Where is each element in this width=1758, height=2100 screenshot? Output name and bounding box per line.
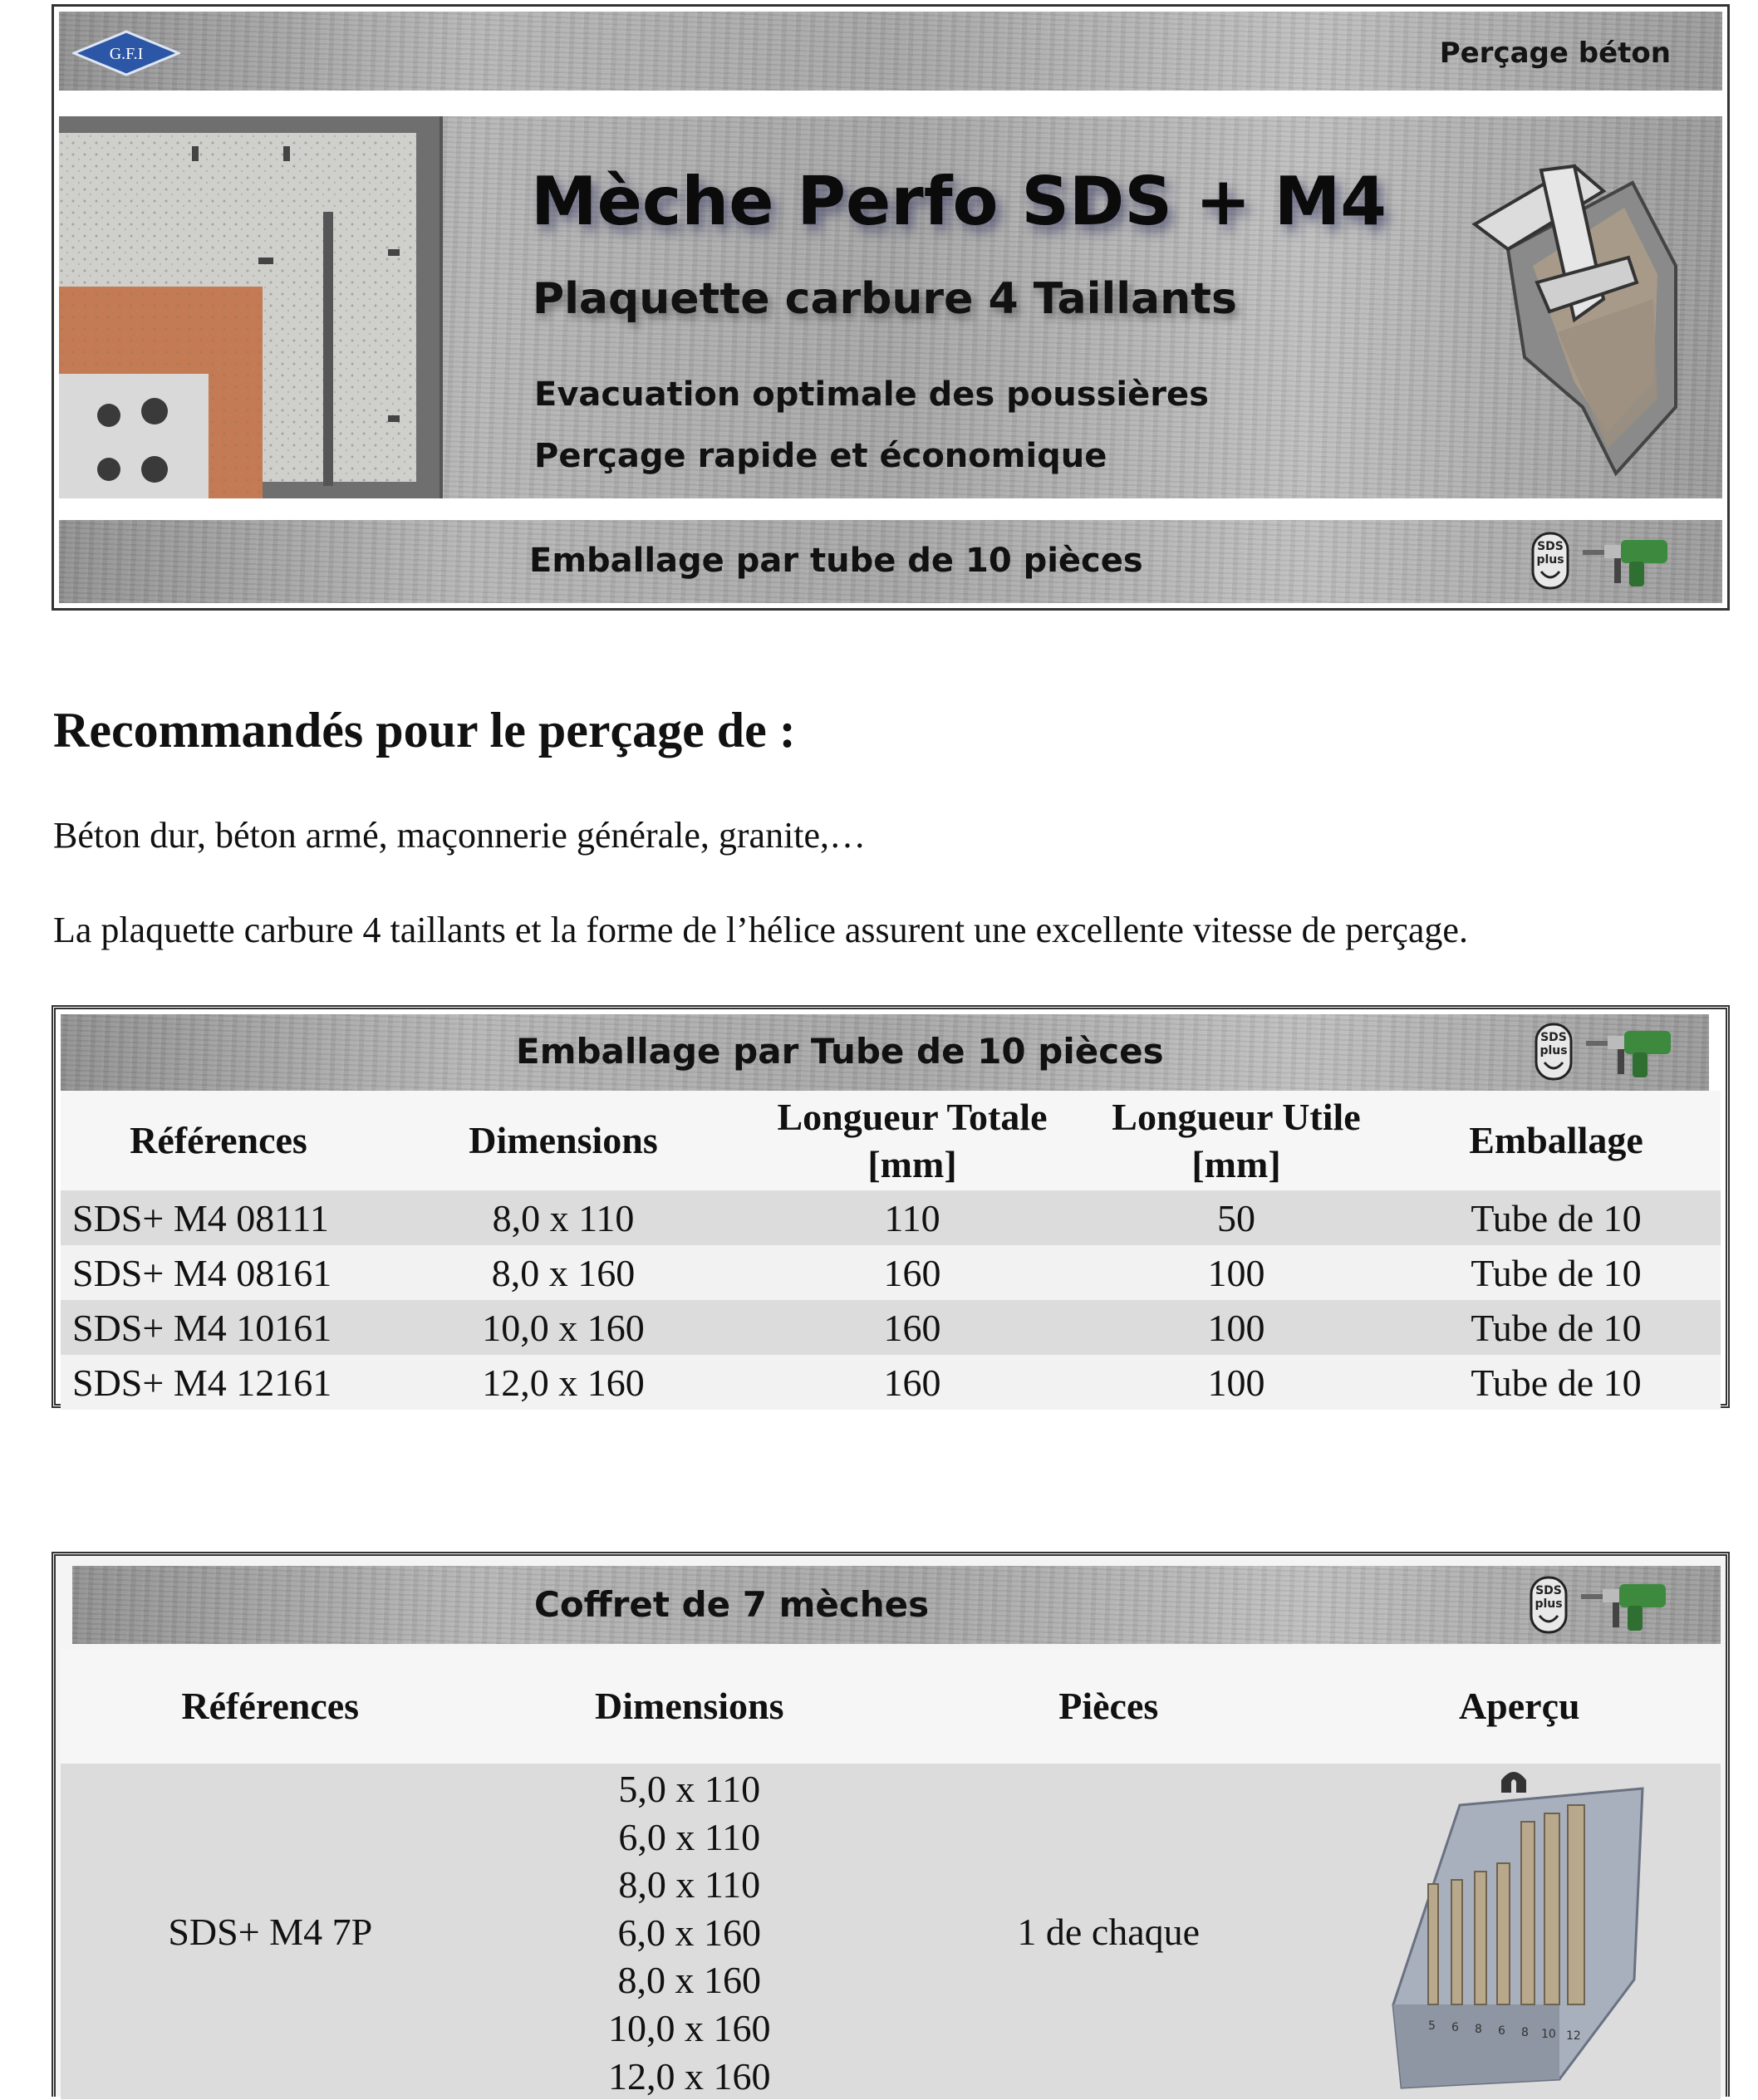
svg-text:SDS: SDS — [1537, 540, 1564, 553]
sds-plus-badge-icon — [1531, 532, 1569, 590]
header-useful-length-line1: Longueur Utile — [1112, 1095, 1361, 1138]
cell-packaging: Tube de 10 — [1471, 1251, 1642, 1294]
logo-text: G.F.I — [109, 45, 144, 63]
sds-plus-badge-icon — [1535, 1023, 1573, 1081]
dimension-item: 8,0 x 160 — [617, 1959, 761, 2002]
cell-pieces: 1 de chaque — [1017, 1910, 1201, 1953]
recommendation-heading: Recommandés pour le perçage de : — [53, 703, 796, 758]
cell-preview — [1318, 1764, 1721, 2099]
hammer-drill-icon — [1581, 532, 1672, 590]
cell-dimensions: 8,0 x 110 — [492, 1196, 635, 1239]
cell-packaging: Tube de 10 — [1471, 1196, 1642, 1239]
product-subtitle: Plaquette carbure 4 Taillants — [533, 274, 1237, 324]
tube-packaging-table — [52, 1005, 1730, 1408]
svg-text:10: 10 — [1540, 2028, 1556, 2041]
coffret-table — [52, 1552, 1730, 2097]
tool-badges — [1531, 532, 1672, 590]
cell-packaging: Tube de 10 — [1471, 1361, 1642, 1404]
cell-useful-length: 50 — [1217, 1196, 1255, 1239]
cell-reference: SDS+ M4 08161 — [72, 1251, 332, 1294]
hammer-drill-icon — [1584, 1023, 1676, 1081]
cell-dimensions: 10,0 x 160 — [482, 1306, 645, 1349]
materials-list: Béton dur, béton armé, maçonnerie générale, granite,… — [53, 815, 867, 856]
banner-main-panel — [59, 116, 1722, 498]
header-useful-length — [1074, 1093, 1398, 1189]
cell-reference: SDS+ M4 7P — [168, 1910, 373, 1953]
cell-total-length: 160 — [883, 1251, 941, 1294]
svg-text:plus: plus — [1535, 1597, 1563, 1611]
drill-bit-illustration — [1458, 133, 1682, 482]
table2-title: Coffret de 7 mèches — [534, 1584, 930, 1625]
table1-grid — [61, 1091, 1721, 1410]
cell-total-length: 160 — [883, 1306, 941, 1349]
dimension-item: 5,0 x 110 — [618, 1768, 761, 1810]
drill-bit-case-image — [1368, 1755, 1667, 2096]
tool-badges — [1535, 1023, 1676, 1081]
header-total-length-unit: [mm] — [867, 1143, 957, 1185]
category-label: Perçage béton — [1439, 37, 1671, 70]
svg-text:SDS: SDS — [1535, 1584, 1562, 1597]
table1-title-bar — [61, 1014, 1709, 1091]
header-total-length-line1: Longueur Totale — [777, 1095, 1048, 1138]
header-pieces: Pièces — [1058, 1685, 1159, 1728]
table-row — [61, 1355, 1721, 1410]
cell-total-length: 110 — [884, 1196, 940, 1239]
svg-text:6: 6 — [1451, 2021, 1459, 2034]
cell-reference: SDS+ M4 12161 — [72, 1361, 332, 1404]
header-packaging: Emballage — [1469, 1119, 1643, 1162]
dimension-item: 10,0 x 160 — [608, 2006, 771, 2049]
feature-dust-evacuation: Evacuation optimale des poussières — [534, 375, 1209, 414]
table2-header-row — [61, 1649, 1721, 1764]
svg-text:5: 5 — [1427, 2019, 1436, 2033]
dimension-item: 6,0 x 110 — [618, 1815, 761, 1858]
header-dimensions: Dimensions — [595, 1685, 784, 1728]
cell-useful-length: 100 — [1207, 1306, 1265, 1349]
cell-total-length: 160 — [883, 1361, 941, 1404]
cell-useful-length: 100 — [1207, 1251, 1265, 1294]
header-preview: Aperçu — [1458, 1685, 1580, 1728]
feature-fast-drilling: Perçage rapide et économique — [534, 437, 1107, 475]
banner-bottom-strip — [59, 520, 1722, 603]
table1-header-row — [61, 1091, 1721, 1190]
svg-text:8: 8 — [1520, 2026, 1529, 2039]
cell-dimensions-list — [480, 1764, 900, 2099]
svg-text:6: 6 — [1497, 2024, 1505, 2038]
product-banner — [52, 4, 1730, 611]
svg-text:plus: plus — [1536, 553, 1564, 567]
cell-reference: SDS+ M4 10161 — [72, 1306, 332, 1349]
cell-useful-length: 100 — [1207, 1361, 1265, 1404]
cell-dimensions: 8,0 x 160 — [491, 1251, 636, 1294]
table1-title: Emballage par Tube de 10 pièces — [516, 1031, 1164, 1072]
banner-text-area — [59, 116, 1722, 498]
svg-text:plus: plus — [1539, 1044, 1568, 1057]
header-references: Références — [181, 1685, 360, 1728]
header-dimensions: Dimensions — [469, 1119, 658, 1162]
header-references: Références — [130, 1119, 307, 1162]
gfi-logo — [72, 30, 180, 76]
table-row — [61, 1245, 1721, 1300]
table2-title-bar — [72, 1566, 1721, 1644]
dimension-item: 12,0 x 160 — [608, 2054, 771, 2098]
hammer-drill-icon — [1579, 1576, 1671, 1634]
packaging-label: Emballage par tube de 10 pièces — [529, 542, 1143, 580]
description-text: La plaquette carbure 4 taillants et la forme de l’hélice assurent une excellente vitesse de perçage. — [53, 910, 1468, 950]
header-total-length — [750, 1093, 1074, 1189]
table-row — [61, 1190, 1721, 1245]
table-row — [61, 1764, 1721, 2099]
sds-plus-badge-icon — [1530, 1576, 1568, 1634]
svg-text:12: 12 — [1565, 2029, 1581, 2043]
svg-text:8: 8 — [1474, 2023, 1482, 2036]
cell-dimensions: 12,0 x 160 — [482, 1361, 645, 1404]
dimension-item: 6,0 x 160 — [617, 1911, 761, 1954]
table-row — [61, 1300, 1721, 1355]
dimension-item: 8,0 x 110 — [618, 1863, 761, 1906]
cell-packaging: Tube de 10 — [1471, 1306, 1642, 1349]
product-title: Mèche Perfo SDS + M4 — [531, 163, 1387, 240]
svg-text:SDS: SDS — [1540, 1031, 1567, 1044]
cell-reference: SDS+ M4 08111 — [72, 1196, 329, 1239]
banner-top-strip — [59, 12, 1722, 91]
tool-badges — [1530, 1576, 1671, 1634]
table2-grid — [61, 1649, 1721, 2099]
header-useful-length-unit: [mm] — [1191, 1143, 1281, 1185]
